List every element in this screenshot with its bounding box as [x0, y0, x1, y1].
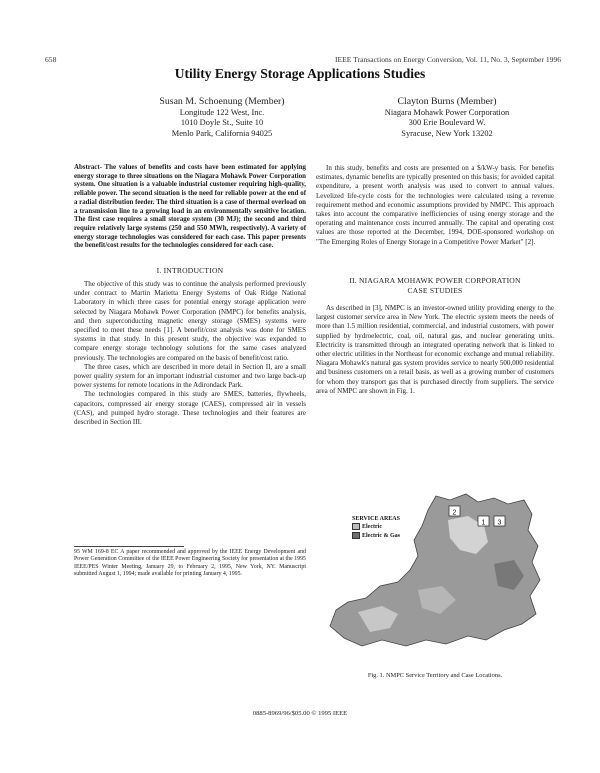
paragraph: The technologies compared in this study are SMES, batteries, flywheels, capacitors, compressed air energy storage (CAES), compressed air in vessels (CAS), and pumped hydro storage. These technologies and their features are described in Section III. — [74, 390, 306, 427]
introduction-body — [74, 280, 306, 427]
legend-title: SERVICE AREAS — [352, 516, 400, 522]
journal-header: IEEE Transactions on Energy Conversion, Vol. 11, No. 3, September 1996 — [335, 55, 562, 64]
paper-title: Utility Energy Storage Applications Studies — [174, 66, 426, 81]
legend-item: Electric & Gas — [352, 532, 400, 540]
author-address: Menlo Park, California 94025 — [171, 128, 273, 138]
paragraph: The objective of this study was to continue the analysis performed previously under contract to Martin Marietta Energy Systems of Oak Ridge National Laboratory in which three cases for potential energy storage application were selected by Niagara Mohawk Power Corporation (NMPC) for benefits analysis, and then superconducting magnetic energy storage (SMES) systems were specified to meet these needs [1]. A benefit/cost analysis was done for SMES systems in that study. In this present study, the objective was expanded to compare energy storage technology solutions for the same cases analyzed previously. The technologies are compared on the basis of benefit/cost ratio. — [74, 280, 306, 362]
case-marker-label: 2 — [452, 509, 457, 517]
section-heading-line: CASE STUDIES — [407, 286, 463, 295]
author-address: 300 Erie Boulevard W. — [408, 118, 486, 128]
case-marker-label: 3 — [497, 519, 502, 527]
section-heading-introduction: I. INTRODUCTION — [156, 266, 224, 275]
author-org: Longitude 122 West, Inc. — [179, 108, 265, 117]
author-address: Syracuse, New York 13202 — [401, 128, 493, 138]
author-name: Susan M. Schoenung (Member) — [159, 96, 285, 107]
map-legend — [352, 516, 400, 540]
paragraph: As described in [3], NMPC is an investor-owned utility providing energy to the largest customer service area in New York. The electric system meets the needs of more than 1.5 million residential, commercial, and industrial customers, with power supplied by hydroelectric, coal, oil, natural gas, and nuclear generating units. Electricity is transmitted through an integrated operating network that is linked to other electric utilities in the Northeast for economic exchange and mutual reliability. Niagara Mohawk's natural gas system provides service to nearly 500,000 residential and business customers on a retail basis, as well as a growing number of customers for whom they transport gas that is purchased directly from suppliers. The service area of NMPC are shown in Fig. 1. — [316, 304, 554, 395]
figure-caption: Fig. 1. NMPC Service Territory and Case Locations. — [367, 672, 503, 679]
footnote: 95 WM 169-8 EC A paper recommended and approved by the IEEE Energy Development and Power Generation Committee of the IEEE Power Engineering Society for presentation at the 1995 IEEE/PES Winter Meeting, January 29, to February 2, 1995, New York, NY. Manuscript submitted August 1, 1994; made available for printing January 4, 1995. — [74, 549, 306, 578]
paragraph: The three cases, which are described in more detail in Section II, are a small power quality system for an important industrial customer and two large back-up power systems for remote locations in the Adirondack Park. — [74, 362, 306, 390]
legend-item: Electric — [352, 523, 400, 531]
page-number: 658 — [45, 55, 57, 64]
abstract: Abstract- The values of benefits and costs have been estimated for applying energy storage to three situations on the Niagara Mohawk Power Corporation system. One situation is a valuable industrial customer requiring high-quality, reliable power. The second situation is the need for reliable power at the end of a radial distribution feeder. The third situation is a case of thermal overload on a transmission line to a growing load in an environmentally sensitive location. The first case requires a small storage system (30 MJ); the second and third require relatively large systems (250 and 550 MWh, respectively). A variety of energy storage technologies was considered for each case. This paper presents the benefit/cost results for the technologies considered for each case. — [74, 164, 306, 250]
cost-method-text — [316, 164, 554, 247]
case-studies-body — [316, 304, 554, 396]
author-org: Niagara Mohawk Power Corporation — [384, 108, 510, 117]
footnote-rule — [74, 546, 184, 547]
section-heading-case-studies — [316, 276, 554, 296]
author-address: 1010 Doyle St., Suite 10 — [180, 118, 264, 128]
author-block-2 — [332, 95, 562, 139]
copyright-code: 0885-8969/96/$05.00 © 1995 IEEE — [252, 710, 348, 717]
figure-1 — [318, 490, 554, 662]
author-name: Clayton Burns (Member) — [397, 96, 497, 107]
author-block-1 — [92, 95, 352, 139]
paragraph: In this study, benefits and costs are presented on a $/kW-y basis. For benefits estimates, dynamic benefits are typically presented on this basis; for avoided capital expenditure, a present worth analysis was used to convert to annual values. Levelized life-cycle costs for the technologies were calculated using a revenue requirement method and economic assumptions provided by NMPC. This approach takes into account the comparative inefficiencies of using energy storage and the operating and maintenance costs incurred annually. The capital and operating cost values are those reported at the December, 1994, DOE-sponsored workshop on "The Emerging Roles of Energy Storage in a Competitive Power Market" [2]. — [316, 164, 554, 246]
case-marker-label: 1 — [481, 519, 486, 527]
section-heading-line: II. NIAGARA MOHAWK POWER CORPORATION — [349, 276, 521, 285]
